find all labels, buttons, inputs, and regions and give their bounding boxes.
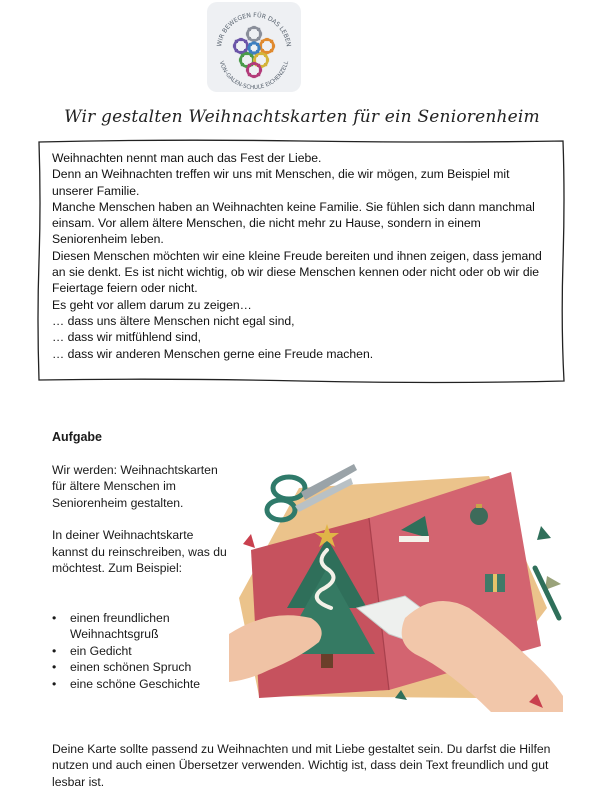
intro-line: … dass wir mitfühlend sind, <box>52 330 202 345</box>
list-item: • ein Gedicht <box>52 643 232 659</box>
logo-ring-top-text: WIR BEWEGEN FÜR DAS LEBEN <box>216 11 292 48</box>
list-item: • einen schönen Spruch <box>52 659 232 675</box>
task-heading: Aufgabe <box>52 430 102 444</box>
school-logo <box>207 2 301 92</box>
logo-ring-bottom-text: VON-GALEN-SCHULE EICHENZELL <box>217 60 291 92</box>
logo-gear-icon <box>235 40 248 53</box>
intro-line: Manche Menschen haben an Weihnachten keine Familie. Sie fühlen sich dann manchmal einsam. Vor allem ältere Menschen, die nicht mehr zu Hause, sondern in einem Seniorenheim leben. <box>52 199 535 247</box>
intro-line: … dass uns ältere Menschen nicht egal sind, <box>52 313 295 328</box>
logo-gear-icon <box>248 64 261 77</box>
logo-gear-icon <box>248 28 261 41</box>
task-paragraph-1: Wir werden: Weihnachtskarten für ältere Menschen im Seniorenheim gestalten. <box>52 463 218 510</box>
intro-line: Es geht vor allem darum zu zeigen… <box>52 297 252 312</box>
intro-line: Weihnachten nennt man auch das Fest der Liebe. <box>52 151 322 165</box>
intro-line: Diesen Menschen möchten wir eine kleine Freude bereiten und ihnen zeigen, dass jemand an sie denkt. Es ist nicht wichtig, ob wir diese Menschen kennen oder nicht oder ob wir die Feiertage feiern oder nicht. <box>52 248 542 296</box>
closing-paragraph: Deine Karte sollte passend zu Weihnachten und mit Liebe gestaltet sein. Du darfst die Hilfen nutzen und auch einen Übersetzer verwenden. Wichtig ist, dass dein Text freundlich und gut lesbar ist. <box>52 742 551 789</box>
task-text <box>52 462 232 592</box>
list-item: • einen freundlichen Weihnachtsgruß <box>52 610 232 643</box>
intro-text <box>52 150 552 362</box>
task-paragraph-2: In deiner Weihnachtskarte kannst du reinschreiben, was du möchtest. Zum Beispiel: <box>52 528 227 576</box>
list-item: • eine schöne Geschichte <box>52 676 232 692</box>
gear-logo-icon <box>207 2 301 92</box>
intro-line: Denn an Weihnachten treffen wir uns mit Menschen, die wir mögen, zum Beispiel mit unserer Familie. <box>52 167 510 198</box>
card-crafting-illustration <box>229 458 563 712</box>
page-title: Wir gestalten Weihnachtskarten für ein Seniorenheim <box>64 107 540 127</box>
logo-gear-icon <box>261 40 274 53</box>
gift-icon <box>485 574 505 592</box>
examples-list <box>52 610 232 692</box>
intro-line: … dass wir anderen Menschen gerne eine Freude machen. <box>52 346 374 361</box>
